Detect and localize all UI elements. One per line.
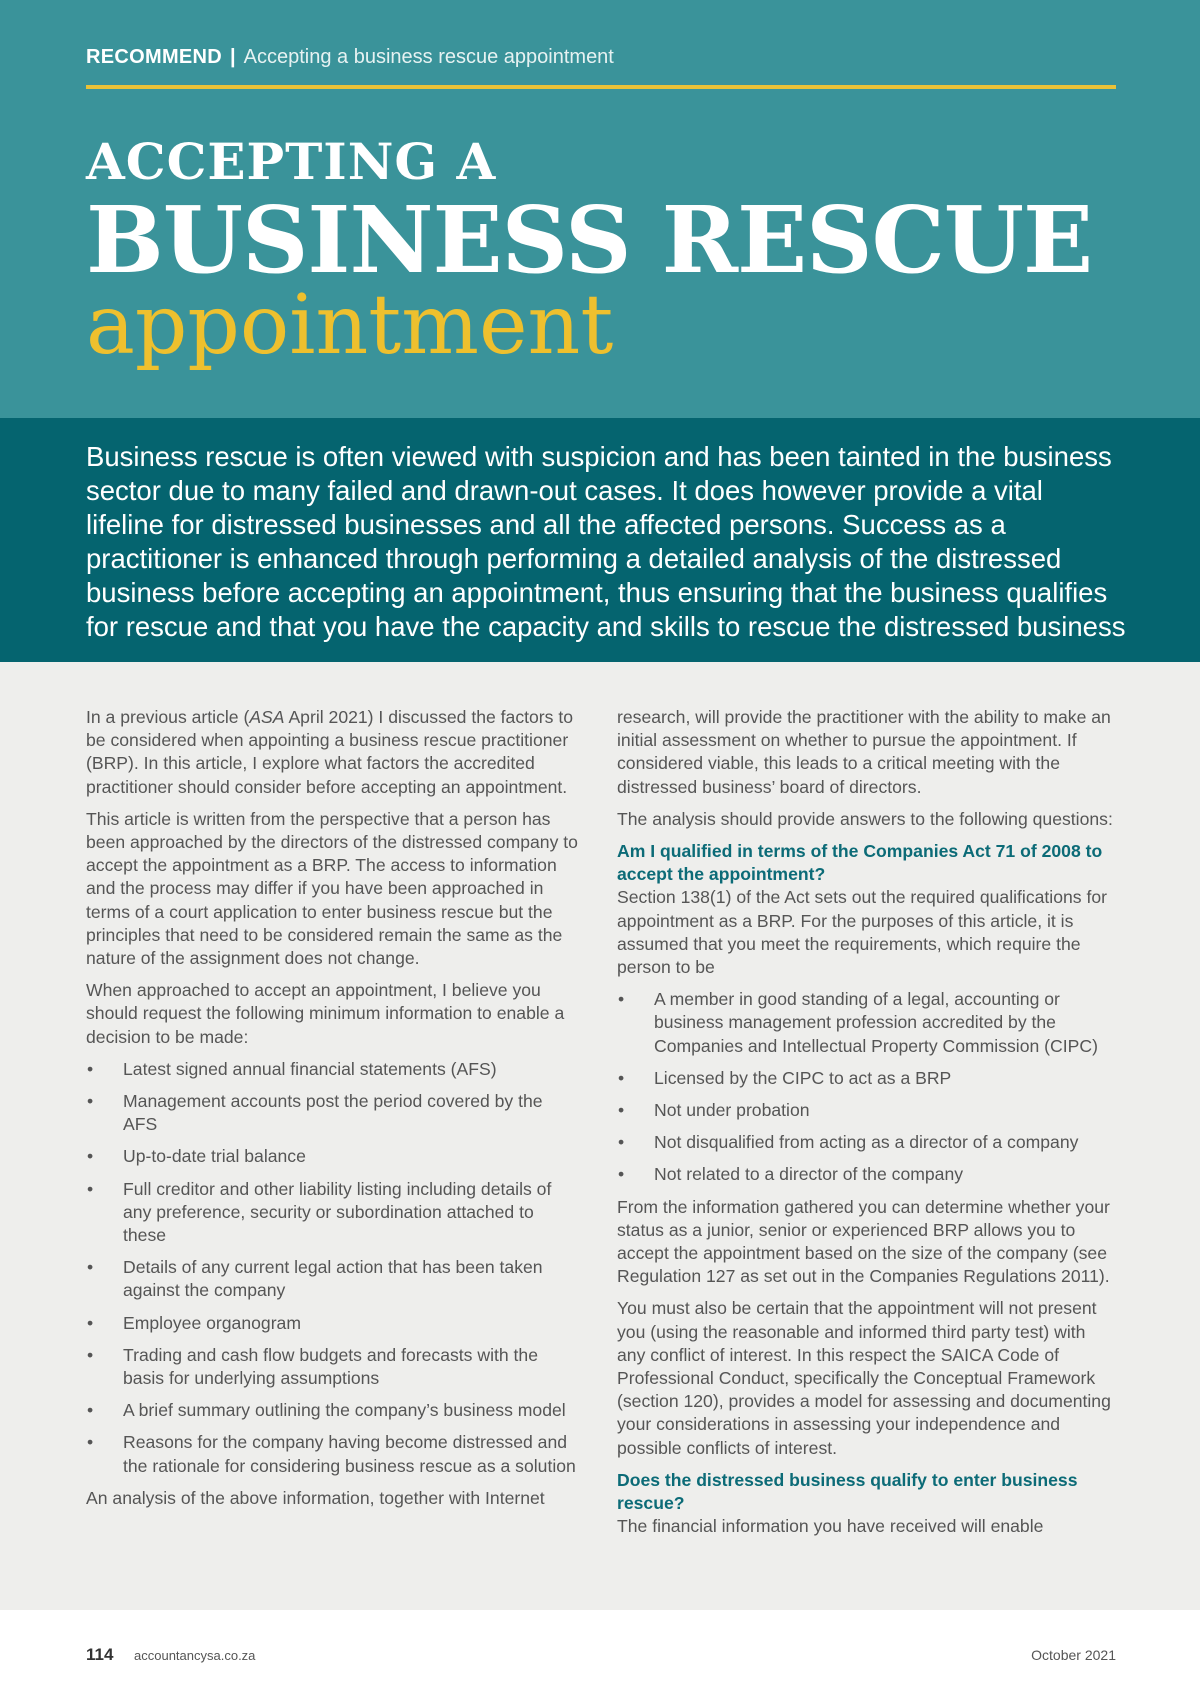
magazine-abbrev: ASA [249,707,285,727]
paragraph: research, will provide the practitioner with the ability to make an initial assessment on whether to pursue the appointment. If considered viable, this leads to a critical meeting with the distressed business’ board of directors. [617,707,1111,797]
page-footer [0,1610,1200,1696]
list-item: • Reasons for the company having become distressed and the rationale for considering business rescue as a solution [86,1431,580,1477]
left-column [86,706,580,1519]
paragraph: Section 138(1) of the Act sets out the required qualifications for appointment as a BRP. For the purposes of this article, it is assumed that you meet the requirements, which require the person to be [617,887,1107,978]
header-separator: | [230,46,236,68]
title-banner [0,0,1200,418]
title-line-3: appointment [86,278,614,373]
paragraph: When approached to accept an appointment, I believe you should request the following minimum information to enable a decision to be made: [86,980,565,1047]
list-item: • Licensed by the CIPC to act as a BRP [617,1067,1117,1090]
list-item: • Not under probation [617,1099,1117,1122]
section-label: RECOMMEND [86,46,223,68]
list-item: • Employee organogram [86,1312,580,1335]
section-topic: Accepting a business rescue appointment [243,46,614,68]
paragraph [86,706,580,799]
title-line-2: BUSINESS RESCUE [86,186,1093,294]
section-header [86,46,614,69]
list-item: • A member in good standing of a legal, accounting or business management profession accredited by the Companies and Intellectual Property Commission (CIPC) [617,988,1117,1058]
subheading: Am I qualified in terms of the Companies Act 71 of 2008 to accept the appointment? [617,841,1103,885]
info-request-list [86,1058,580,1478]
website-link[interactable]: accountancysa.co.za [134,1648,256,1663]
paragraph: From the information gathered you can determine whether your status as a junior, senior or experienced BRP allows you to accept the appointment based on the size of the company (see Regulation 127 as set out in the Companies Regulations 2011). [617,1196,1110,1287]
page-number: 114 [86,1645,114,1664]
paragraph: An analysis of the above information, together with Internet [86,1487,545,1508]
qualification-list [617,988,1117,1186]
paragraph: You must also be certain that the appointment will not present you (using the reasonable and informed third party test) with any conflict of interest. In this respect the SAICA Code of Professional Conduct, specifically the Conceptual Framework (section 120), provides a model for assessing and documenting your considerations in assessing your independence and possible conflicts of interest. [617,1298,1111,1458]
paragraph: The financial information you have received will enable [617,1516,1044,1537]
list-item: • Not disqualified from acting as a director of a company [617,1131,1117,1154]
standfirst-banner [0,418,1200,662]
list-item: • Management accounts post the period covered by the AFS [86,1090,580,1136]
paragraph-text: In a previous article ( [86,707,250,727]
subheading: Does the distressed business qualify to enter business rescue? [617,1469,1078,1514]
standfirst-text: Business rescue is often viewed with suspicion and has been tainted in the business sector due to many failed and drawn-out cases. It does however provide a vital lifeline for distressed businesses and all the affected persons. Success as a practitioner is enhanced through performing a detailed analysis of the distressed business before accepting an appointment, thus ensuring that the business qualifies for rescue and that you have the capacity and skills to rescue the distressed business [86,441,1126,642]
list-item: • Up-to-date trial balance [86,1145,580,1168]
list-item: • Not related to a director of the company [617,1163,1117,1186]
list-item: • A brief summary outlining the company’s business model [86,1399,580,1422]
title-line-1: ACCEPTING A [86,132,497,191]
list-item: • Full creditor and other liability listing including details of any preference, security or subordination attached to these [86,1178,580,1248]
list-item: • Latest signed annual financial statements (AFS) [86,1058,580,1081]
paragraph: The analysis should provide answers to the following questions: [617,808,1113,829]
issue-date: October 2021 [1031,1647,1116,1663]
list-item: • Trading and cash flow budgets and forecasts with the basis for underlying assumptions [86,1344,580,1390]
right-column [617,706,1117,1548]
header-rule [86,85,1116,89]
paragraph-text: April 2021) I discussed the factors to be considered when appointing a business rescue practitioner (BRP). In this article, I explore what factors the accredited practitioner should consider before accepting an appointment. [86,707,574,797]
paragraph: This article is written from the perspective that a person has been approached by the directors of the distressed company to accept the appointment as a BRP. The access to information and the process may differ if you have been approached in terms of a court application to enter business rescue but the principles that need to be considered remain the same as the nature of the assignment does not change. [86,808,578,969]
list-item: • Details of any current legal action that has been taken against the company [86,1256,580,1302]
